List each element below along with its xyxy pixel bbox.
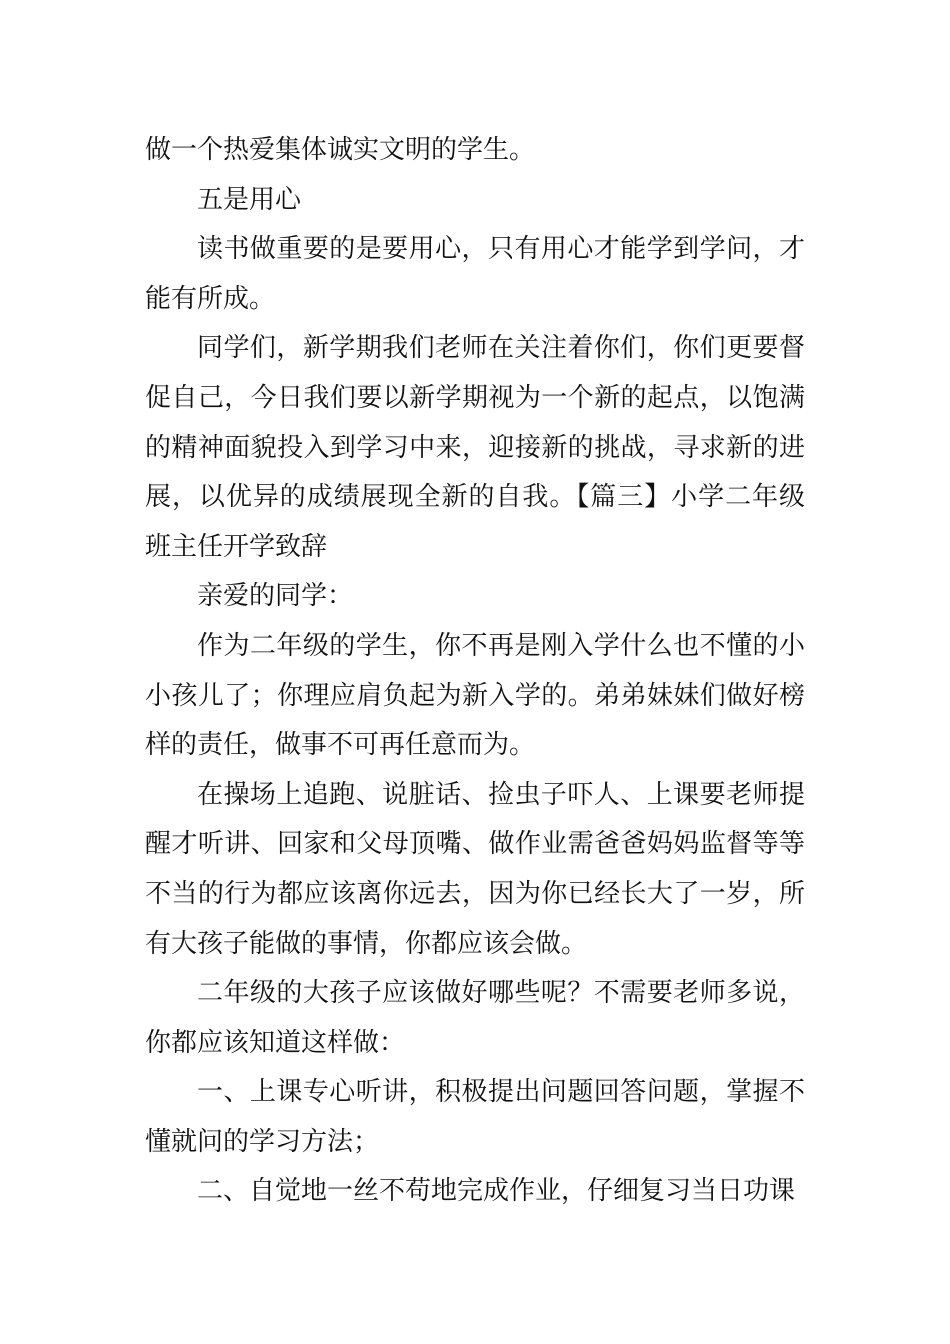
paragraph-1: 做一个热爱集体诚实文明的学生。 — [145, 135, 536, 165]
paragraph-3: 读书做重要的是要用心，只有用心才能学到学问，才能有所成。 — [145, 234, 805, 314]
paragraph-7: 在操场上追跑、说脏话、捡虫子吓人、上课要老师提醒才听讲、回家和父母顶嘴、做作业需爸爸妈妈监督等等不当的行为都应该离你远去，因为你已经长大了一岁，所有大孩子能做的事情，你都应该会做。 — [145, 779, 805, 959]
paragraph-8: 二年级的大孩子应该做好哪些呢？不需要老师多说，你都应该知道这样做： — [145, 978, 805, 1058]
paragraph-6: 作为二年级的学生，你不再是刚入学什么也不懂的小小孩儿了；你理应肩负起为新入学的。弟弟妹妹们做好榜样的责任，做事不可再任意而为。 — [145, 630, 805, 761]
paragraph-5: 亲爱的同学： — [197, 581, 354, 612]
paragraph-10: 二、自觉地一丝不苟地完成作业，仔细复习当日功课 — [197, 1176, 796, 1207]
document-page — [145, 126, 805, 1217]
paragraph-9: 一、上课专心听讲，积极提出问题回答问题，掌握不懂就问的学习方法； — [145, 1077, 805, 1157]
paragraph-4: 同学们，新学期我们老师在关注着你们，你们更要督促自己，今日我们要以新学期视为一个新的起点，以饱满的精神面貌投入到学习中来，迎接新的挑战，寻求新的进展，以优异的成绩展现全新的自我。【篇三】小学二年级班主任开学致辞 — [145, 333, 805, 562]
paragraph-2: 五是用心 — [197, 184, 302, 215]
